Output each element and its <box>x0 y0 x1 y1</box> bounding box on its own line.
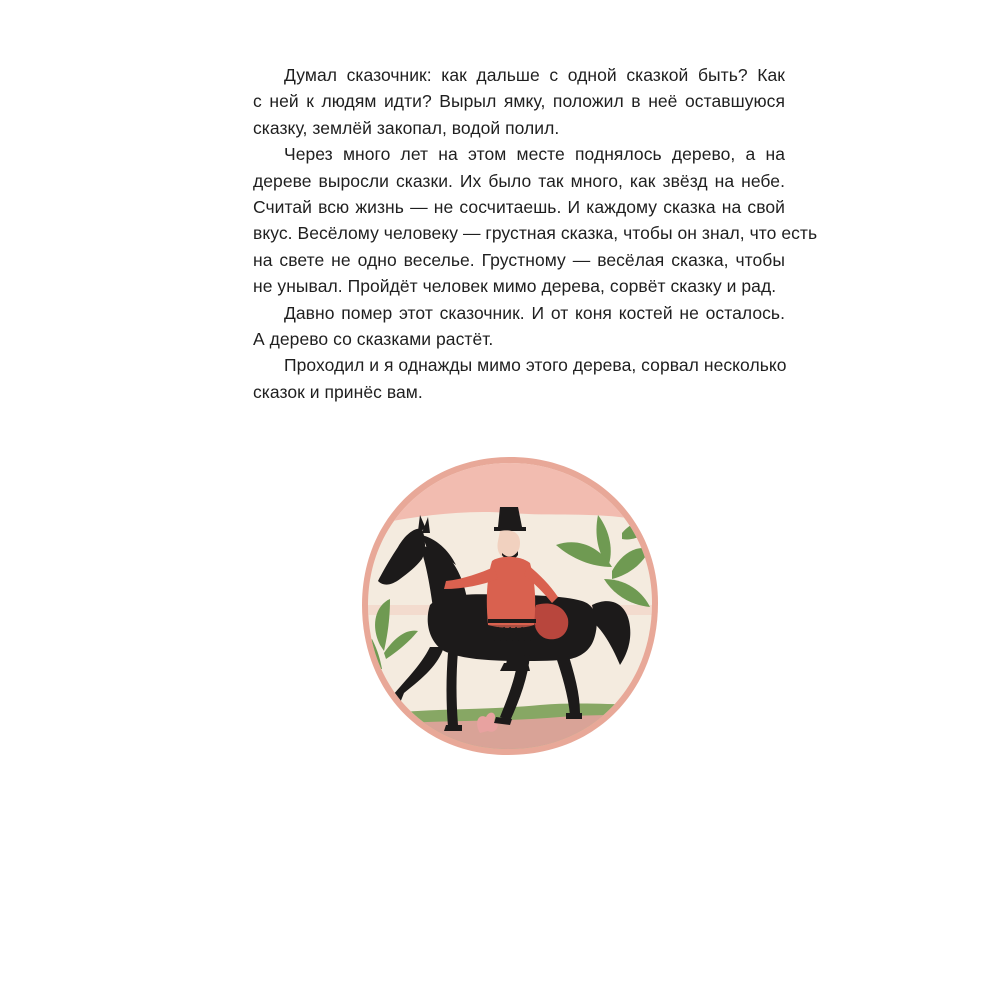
text-line: на свете не одно веселье. Грустному — весёлая сказка, чтобы <box>253 249 785 270</box>
text-line: с ней к людям идти? Вырыл ямку, положил в неё оставшуюся <box>253 91 785 112</box>
text-line: сказку, землёй закопал, водой полил. <box>253 117 560 138</box>
horseman-medallion-svg <box>360 455 660 755</box>
text-line: сказок и принёс вам. <box>253 381 423 402</box>
story-text <box>253 62 818 405</box>
horseman-medallion-illustration <box>360 455 660 755</box>
text-line: Проходил и я однажды мимо этого дерева, сорвал несколько <box>284 355 787 376</box>
text-line: Через много лет на этом месте поднялось дерево, а на <box>284 144 785 165</box>
text-line: Считай всю жизнь — не сосчитаешь. И каждому сказка на свой <box>253 196 785 217</box>
text-line: вкус. Весёлому человеку — грустная сказка, чтобы он знал, что есть <box>253 223 818 244</box>
text-line: Думал сказочник: как дальше с одной сказкой быть? Как <box>284 65 785 85</box>
text-line: дереве выросли сказки. Их было так много, как звёзд на небе. <box>253 170 785 191</box>
text-line: Давно помер этот сказочник. И от коня костей не осталось. <box>284 302 785 323</box>
text-line: не унывал. Пройдёт человек мимо дерева, сорвёт сказку и рад. <box>253 276 777 297</box>
text-line: А дерево со сказками растёт. <box>253 328 494 349</box>
